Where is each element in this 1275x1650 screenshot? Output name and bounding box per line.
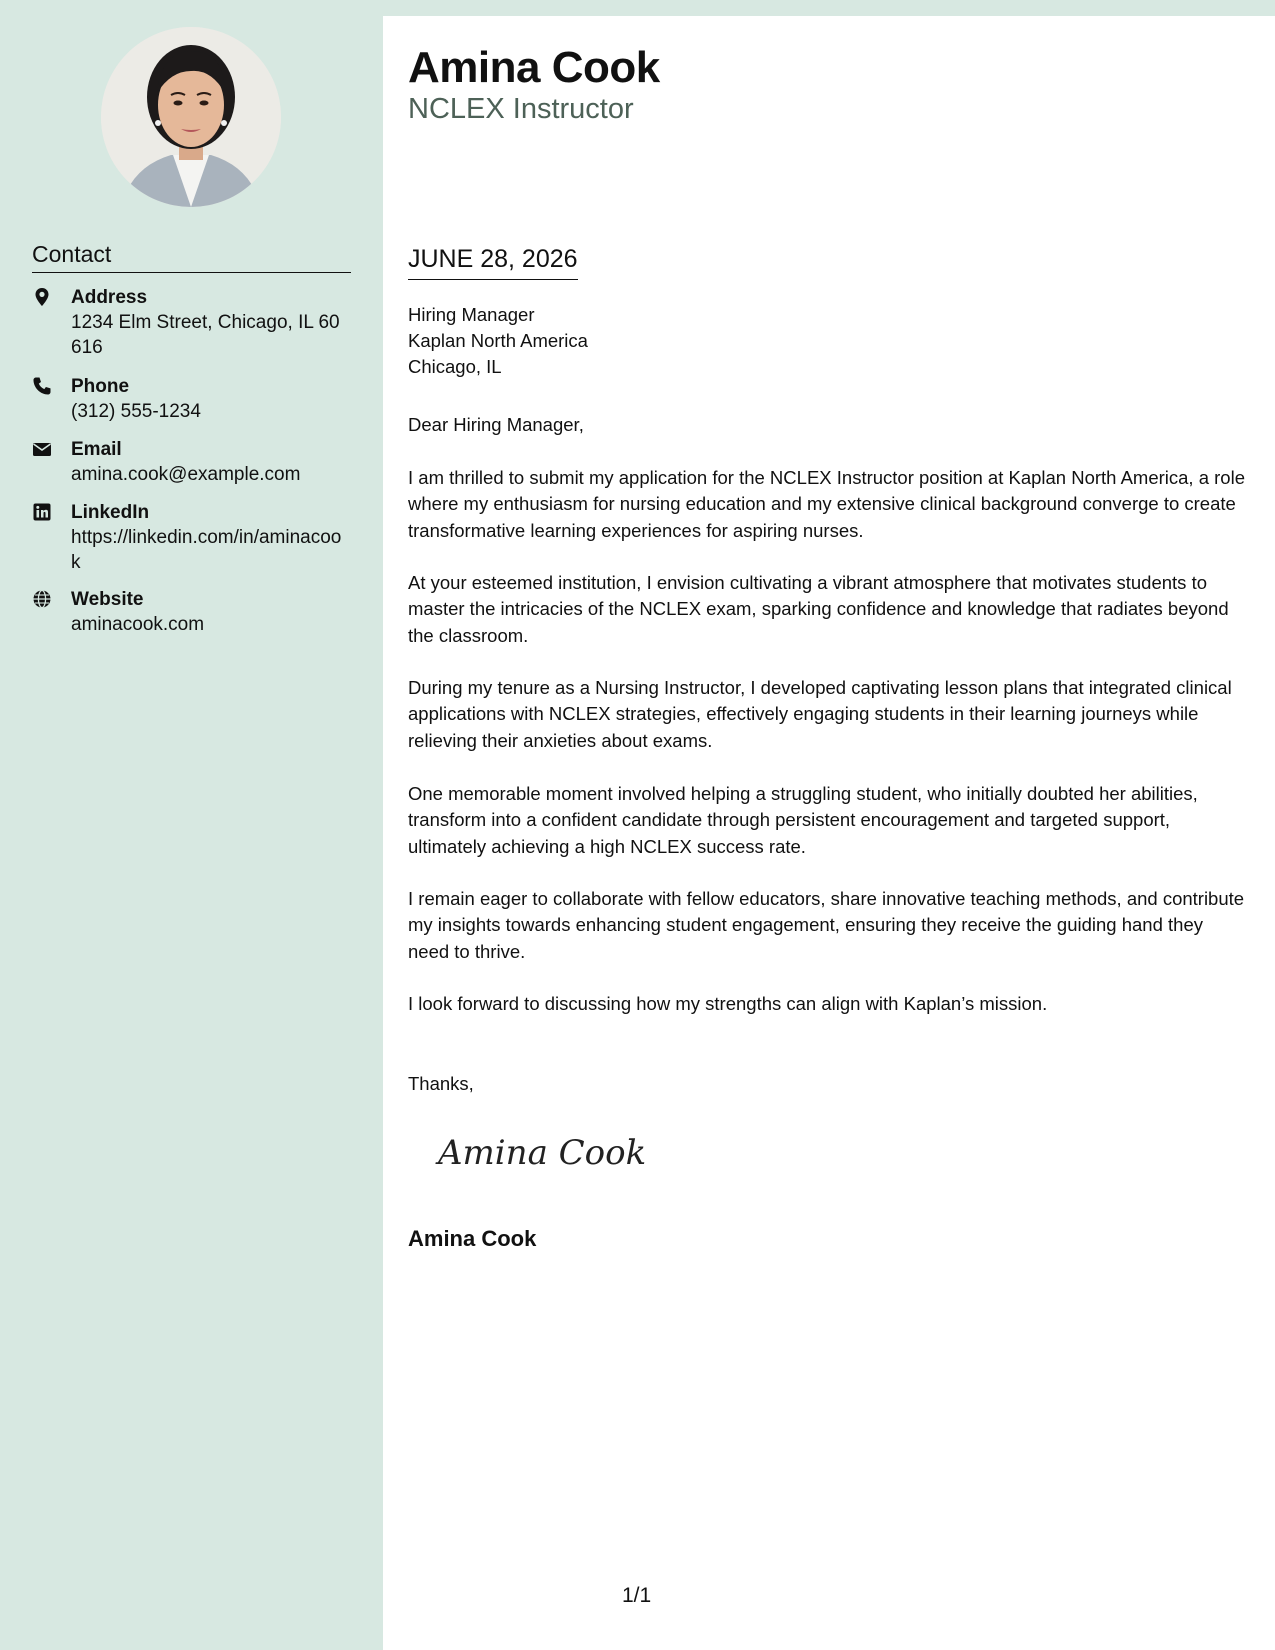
recipient-location: Chicago, IL: [408, 356, 502, 377]
map-pin-icon: [32, 287, 54, 309]
phone-icon: [32, 376, 54, 398]
page-number: 1/1: [622, 1584, 652, 1607]
sidebar: [0, 0, 383, 1650]
contact-website-label: Website: [71, 589, 144, 610]
paragraph: At your esteemed institution, I envision cultivating a vibrant atmosphere that motivates students to master the intricacies of the NCLEX exam, sparking confidence and knowledge that radiates beyond the classroom.: [408, 572, 1229, 646]
applicant-name: Amina Cook: [408, 43, 660, 92]
contact-website-value[interactable]: aminacook.com: [71, 614, 205, 635]
closing: Thanks,: [408, 1073, 474, 1094]
contact-phone-value: (312) 555-1234: [71, 401, 201, 422]
recipient-company: Kaplan North America: [408, 330, 588, 351]
contact-address-label: Address: [71, 287, 148, 308]
paragraph: During my tenure as a Nursing Instructor, I developed captivating lesson plans that integrated clinical applications with NCLEX strategies, effectively engaging students in their learning journeys while relieving their anxieties about exams.: [408, 677, 1232, 751]
contact-address-value: 1234 Elm Street, Chicago, IL 60616: [71, 312, 340, 358]
applicant-title: NCLEX Instructor: [408, 93, 634, 125]
paragraph: I remain eager to collaborate with fellow educators, share innovative teaching methods, and contribute my insights towards enhancing student engagement, ensuring they receive the guiding hand they need to thrive.: [408, 888, 1245, 962]
paragraph: One memorable moment involved helping a struggling student, who initially doubted her abilities, transform into a confident candidate through persistent encouragement and targeted support, ultimately achieving a high NCLEX success rate.: [408, 783, 1198, 857]
paragraph: I look forward to discussing how my strengths can align with Kaplan’s mission.: [408, 993, 1048, 1014]
avatar: [101, 27, 281, 207]
signature-image: Amina Cook: [438, 1133, 647, 1173]
letter-date: JUNE 28, 2026: [408, 242, 578, 280]
recipient-line: Hiring Manager: [408, 304, 535, 325]
letter-body: [383, 16, 1275, 1650]
salutation: Dear Hiring Manager,: [408, 414, 584, 435]
linkedin-icon: [32, 502, 54, 524]
contact-heading: Contact: [32, 238, 351, 273]
contact-email-label: Email: [71, 439, 122, 460]
signer-name: Amina Cook: [408, 1226, 537, 1251]
profile-photo: [101, 27, 281, 207]
paragraph: I am thrilled to submit my application for the NCLEX Instructor position at Kaplan North America, a role where my enthusiasm for nursing education and my extensive clinical background converge to create transformative learning experiences for aspiring nurses.: [408, 467, 1245, 541]
contact-linkedin-value[interactable]: https://linkedin.com/in/aminacook: [71, 527, 342, 573]
contact-phone-label: Phone: [71, 376, 130, 397]
contact-email-value[interactable]: amina.cook@example.com: [71, 464, 301, 485]
envelope-icon: [32, 439, 54, 461]
contact-linkedin-label: LinkedIn: [71, 502, 150, 523]
globe-icon: [32, 589, 54, 611]
